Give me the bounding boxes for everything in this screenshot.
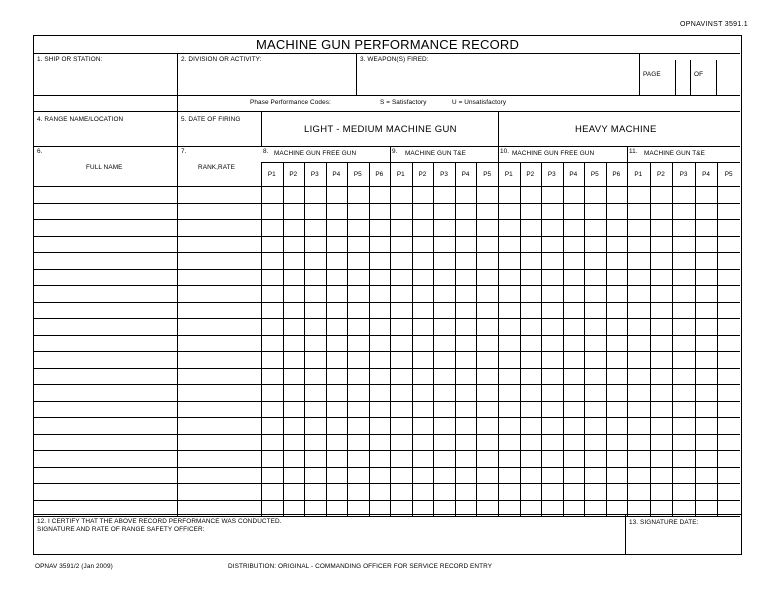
- form-reference: OPNAVINST 3591.1: [680, 21, 748, 28]
- rule-codes-left: [177, 95, 178, 111]
- phase-header-g8-1: P1: [267, 171, 276, 178]
- table-row[interactable]: [34, 302, 740, 319]
- phase-header-g10-1: P1: [504, 171, 513, 178]
- table-row[interactable]: [34, 417, 740, 434]
- table-row[interactable]: [34, 335, 740, 352]
- form-number: OPNAV 3591/2 (Jan 2009): [35, 563, 113, 570]
- phase-header-g9-5: P5: [483, 171, 492, 178]
- table-row[interactable]: [34, 467, 740, 484]
- rank-number: 7.: [181, 148, 187, 155]
- distribution-note: DISTRIBUTION: ORIGINAL - COMMANDING OFFICER FOR SERVICE RECORD ENTRY: [228, 563, 493, 570]
- table-row[interactable]: [34, 368, 740, 385]
- col8-number: 8.: [263, 148, 269, 155]
- rule-under-title: [34, 53, 740, 54]
- phase-header-g10-5: P5: [590, 171, 599, 178]
- phase-header-g8-3: P3: [310, 171, 319, 178]
- phase-header-g10-4: P4: [569, 171, 578, 178]
- phase-header-g9-4: P4: [461, 171, 470, 178]
- phase-header-g8-4: P4: [332, 171, 341, 178]
- table-row[interactable]: [34, 318, 740, 335]
- table-row[interactable]: [34, 219, 740, 236]
- phase-header-g11-5: P5: [724, 171, 733, 178]
- weapons-label: 3. WEAPON(S) FIRED:: [360, 56, 429, 63]
- phase-header-g10-3: P3: [547, 171, 556, 178]
- full-name-label: FULL NAME: [86, 164, 123, 171]
- phase-header-g10-2: P2: [526, 171, 535, 178]
- phase-header-g9-3: P3: [440, 171, 448, 178]
- of-label: OF: [694, 71, 704, 78]
- certify-statement: 12. I CERTIFY THAT THE ABOVE RECORD PERFORMANCE WAS CONDUCTED.: [37, 518, 282, 525]
- rule-of-left: [690, 60, 691, 95]
- col10-label: MACHINE GUN FREE GUN: [512, 150, 595, 157]
- rule-ship-div: [177, 53, 178, 95]
- rule-under-firing: [34, 146, 740, 147]
- phase-header-g8-5: P5: [353, 171, 362, 178]
- rule-lm-heavy: [498, 111, 499, 146]
- code-s-label: S = Satisfactory: [380, 99, 427, 106]
- heavy-heading: HEAVY MACHINE: [575, 124, 657, 135]
- rule-date-lm: [261, 111, 262, 146]
- rule-under-header: [34, 95, 740, 96]
- light-medium-heading: LIGHT - MEDIUM MACHINE GUN: [304, 124, 457, 135]
- rule-under-codes: [34, 111, 740, 112]
- code-u-label: U = Unsatisfactory: [452, 99, 507, 106]
- phase-header-g11-4: P4: [702, 171, 710, 178]
- page-label: PAGE: [643, 71, 661, 78]
- table-row[interactable]: [34, 236, 740, 253]
- col10-number: 10.: [500, 148, 510, 155]
- rule-page-right: [675, 60, 676, 95]
- signature-date-box[interactable]: [625, 515, 742, 555]
- name-number: 6.: [37, 148, 43, 155]
- table-row[interactable]: [34, 384, 740, 401]
- col9-label: MACHINE GUN T&E: [405, 150, 467, 157]
- table-row[interactable]: [34, 483, 740, 500]
- phase-header-g8-2: P2: [289, 171, 298, 178]
- table-row[interactable]: [34, 401, 740, 418]
- rule-under-groups: [261, 162, 740, 163]
- form-title: MACHINE GUN PERFORMANCE RECORD: [255, 37, 520, 52]
- signature-area[interactable]: [33, 515, 626, 555]
- rank-label: RANK,RATE: [198, 164, 235, 171]
- signature-label: SIGNATURE AND RATE OF RANGE SAFETY OFFICER:: [37, 526, 205, 533]
- phase-header-g9-2: P2: [418, 171, 427, 178]
- rule-of-right: [716, 60, 717, 95]
- phase-header-g11-2: P2: [656, 171, 665, 178]
- division-label: 2. DIVISION OR ACTIVITY:: [181, 56, 262, 63]
- table-row[interactable]: [34, 203, 740, 220]
- rule-page-left: [639, 53, 640, 95]
- rule-div-weapon: [356, 53, 357, 95]
- table-row[interactable]: [34, 500, 740, 517]
- col11-label: MACHINE GUN T&E: [644, 150, 706, 157]
- table-row[interactable]: [34, 434, 740, 451]
- col8-label: MACHINE GUN FREE GUN: [274, 150, 357, 157]
- range-label: 4. RANGE NAME/LOCATION: [37, 116, 124, 123]
- table-row[interactable]: [34, 450, 740, 467]
- signature-date-label: 13. SIGNATURE DATE:: [629, 519, 699, 526]
- table-row[interactable]: [34, 252, 740, 269]
- phase-header-g8-6: P6: [375, 171, 384, 178]
- table-row[interactable]: [34, 351, 740, 368]
- table-row[interactable]: [34, 285, 740, 302]
- col11-number: 11.: [629, 148, 638, 155]
- phase-header-g11-1: P1: [634, 171, 643, 178]
- phase-header-g10-6: P6: [612, 171, 621, 178]
- col9-number: 9.: [392, 148, 398, 155]
- phase-header-g9-1: P1: [396, 171, 405, 178]
- date-label: 5. DATE OF FIRING: [181, 116, 241, 123]
- ship-label: 1. SHIP OR STATION:: [37, 56, 103, 63]
- phase-codes-label: Phase Performance Codes:: [250, 99, 331, 106]
- table-row[interactable]: [34, 186, 740, 203]
- table-row[interactable]: [34, 269, 740, 286]
- phase-header-g11-3: P3: [679, 171, 688, 178]
